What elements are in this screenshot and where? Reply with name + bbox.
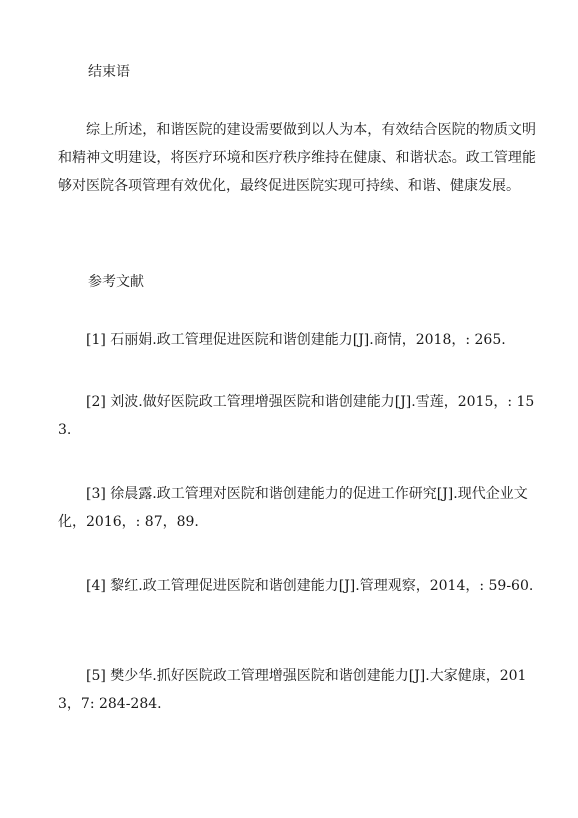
conclusion-paragraph: 综上所述，和谐医院的建设需要做到以人为本，有效结合医院的物质文明和精神文明建设，将医疗环境和医疗秩序维持在健康、和谐状态。政工管理能够对医院各项管理有效优化，最终促进医院实现可持续、和谐、健康发展。 <box>58 122 536 194</box>
reference-item-2: [2] 刘波.做好医院政工管理增强医院和谐创建能力[J].雪莲，2015，: 153. <box>58 394 535 438</box>
conclusion-heading: 结束语 <box>88 64 130 80</box>
reference-item-4: [4] 黎红.政工管理促进医院和谐创建能力[J].管理观察，2014，: 59-60. <box>86 578 534 594</box>
reference-item-5: [5] 樊少华.抓好医院政工管理增强医院和谐创建能力[J].大家健康，2013，7: 284-284. <box>58 668 527 712</box>
references-heading: 参考文献 <box>88 274 144 290</box>
reference-item-3: [3] 徐晨露.政工管理对医院和谐创建能力的促进工作研究[J].现代企业文化，2016，: 87，89. <box>58 486 528 530</box>
reference-item-1: [1] 石丽娟.政工管理促进医院和谐创建能力[J].商情，2018，: 265. <box>86 332 506 348</box>
